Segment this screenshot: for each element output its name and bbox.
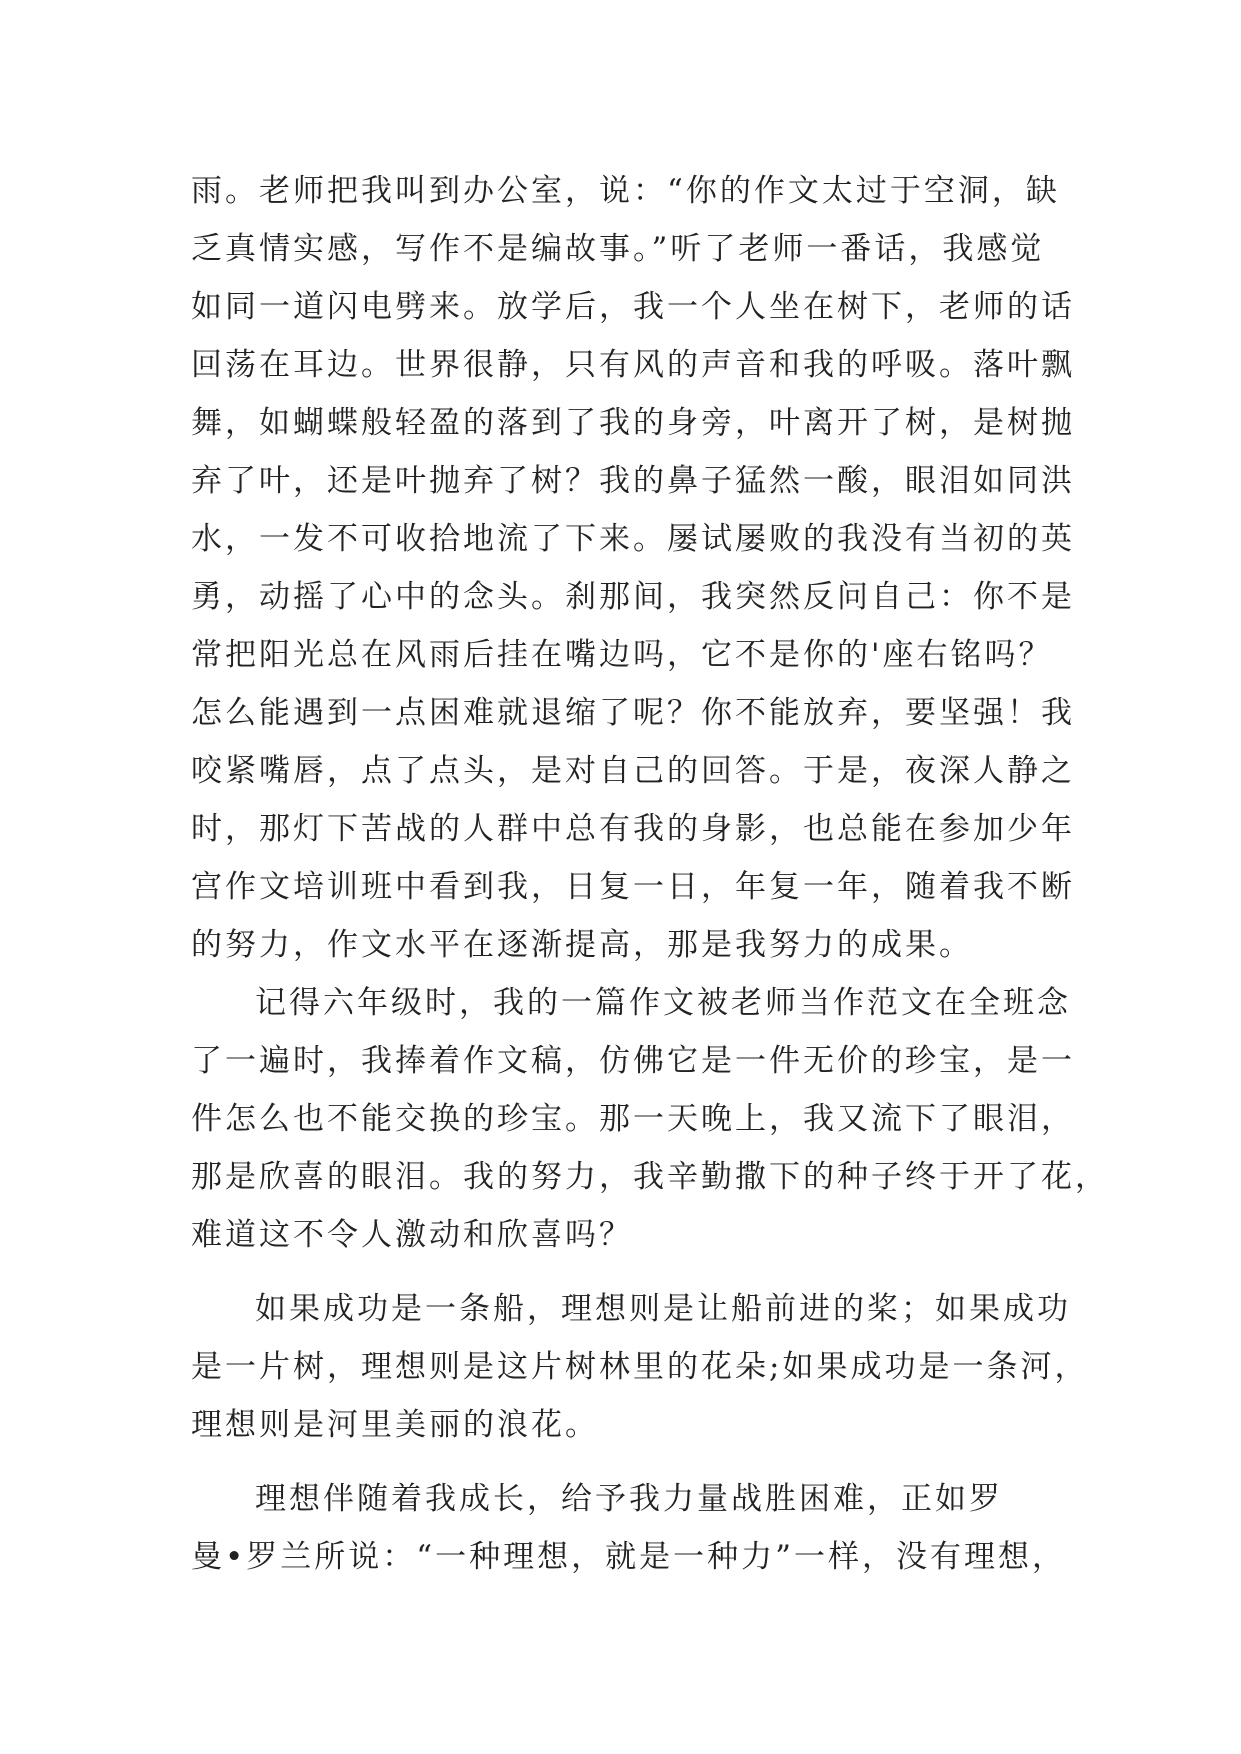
text-line: 咬紧嘴唇，点了点头，是对自己的回答。于是，夜深人静之 (191, 753, 1075, 789)
text-line: 曼•罗兰所说：“一种理想，就是一种力”一样，没有理想， (191, 1539, 1066, 1575)
text-line: 宫作文培训班中看到我，日复一日，年复一年，随着我不断 (191, 869, 1075, 905)
text-line: 如同一道闪电劈来。放学后，我一个人坐在树下，老师的话 (191, 289, 1075, 325)
text-line: 那是欣喜的眼泪。我的努力，我辛勤撒下的种子终于开了花， (191, 1159, 1109, 1195)
text-line: 了一遍时，我捧着作文稿，仿佛它是一件无价的珍宝，是一 (191, 1043, 1075, 1079)
text-line: 舞，如蝴蝶般轻盈的落到了我的身旁，叶离开了树，是树抛 (191, 405, 1075, 441)
paragraph-start-line: 记得六年级时，我的一篇作文被老师当作范文在全班念 (255, 985, 1071, 1021)
text-line: 弃了叶，还是叶抛弃了树？我的鼻子猛然一酸，眼泪如同洪 (191, 463, 1075, 499)
text-line: 时，那灯下苦战的人群中总有我的身影，也总能在参加少年 (191, 811, 1075, 847)
paragraph-start-line: 理想伴随着我成长，给予我力量战胜困难，正如罗 (255, 1481, 1003, 1517)
text-line: 是一片树，理想则是这片树林里的花朵;如果成功是一条河， (191, 1349, 1089, 1385)
text-line: 理想则是河里美丽的浪花。 (191, 1407, 599, 1443)
text-line: 回荡在耳边。世界很静，只有风的声音和我的呼吸。落叶飘 (191, 347, 1075, 383)
text-line: 水，一发不可收拾地流了下来。屡试屡败的我没有当初的英 (191, 521, 1075, 557)
paragraph-start-line: 如果成功是一条船，理想则是让船前进的桨；如果成功 (255, 1291, 1071, 1327)
text-line: 的努力，作文水平在逐渐提高，那是我努力的成果。 (191, 927, 973, 963)
text-line: 勇，动摇了心中的念头。刹那间，我突然反问自己：你不是 (191, 579, 1075, 615)
essay-text (191, 162, 1109, 1586)
text-line: 常把阳光总在风雨后挂在嘴边吗，它不是你的'座右铭吗？ (191, 637, 1053, 673)
text-line: 雨。老师把我叫到办公室，说：“你的作文太过于空洞，缺 (191, 173, 1060, 209)
text-line: 怎么能遇到一点困难就退缩了呢？你不能放弃，要坚强！我 (191, 695, 1075, 731)
text-line: 件怎么也不能交换的珍宝。那一天晚上，我又流下了眼泪， (191, 1101, 1075, 1137)
text-line: 难道这不令人激动和欣喜吗？ (191, 1217, 633, 1253)
text-line: 乏真情实感，写作不是编故事。”听了老师一番话，我感觉 (191, 231, 1045, 267)
